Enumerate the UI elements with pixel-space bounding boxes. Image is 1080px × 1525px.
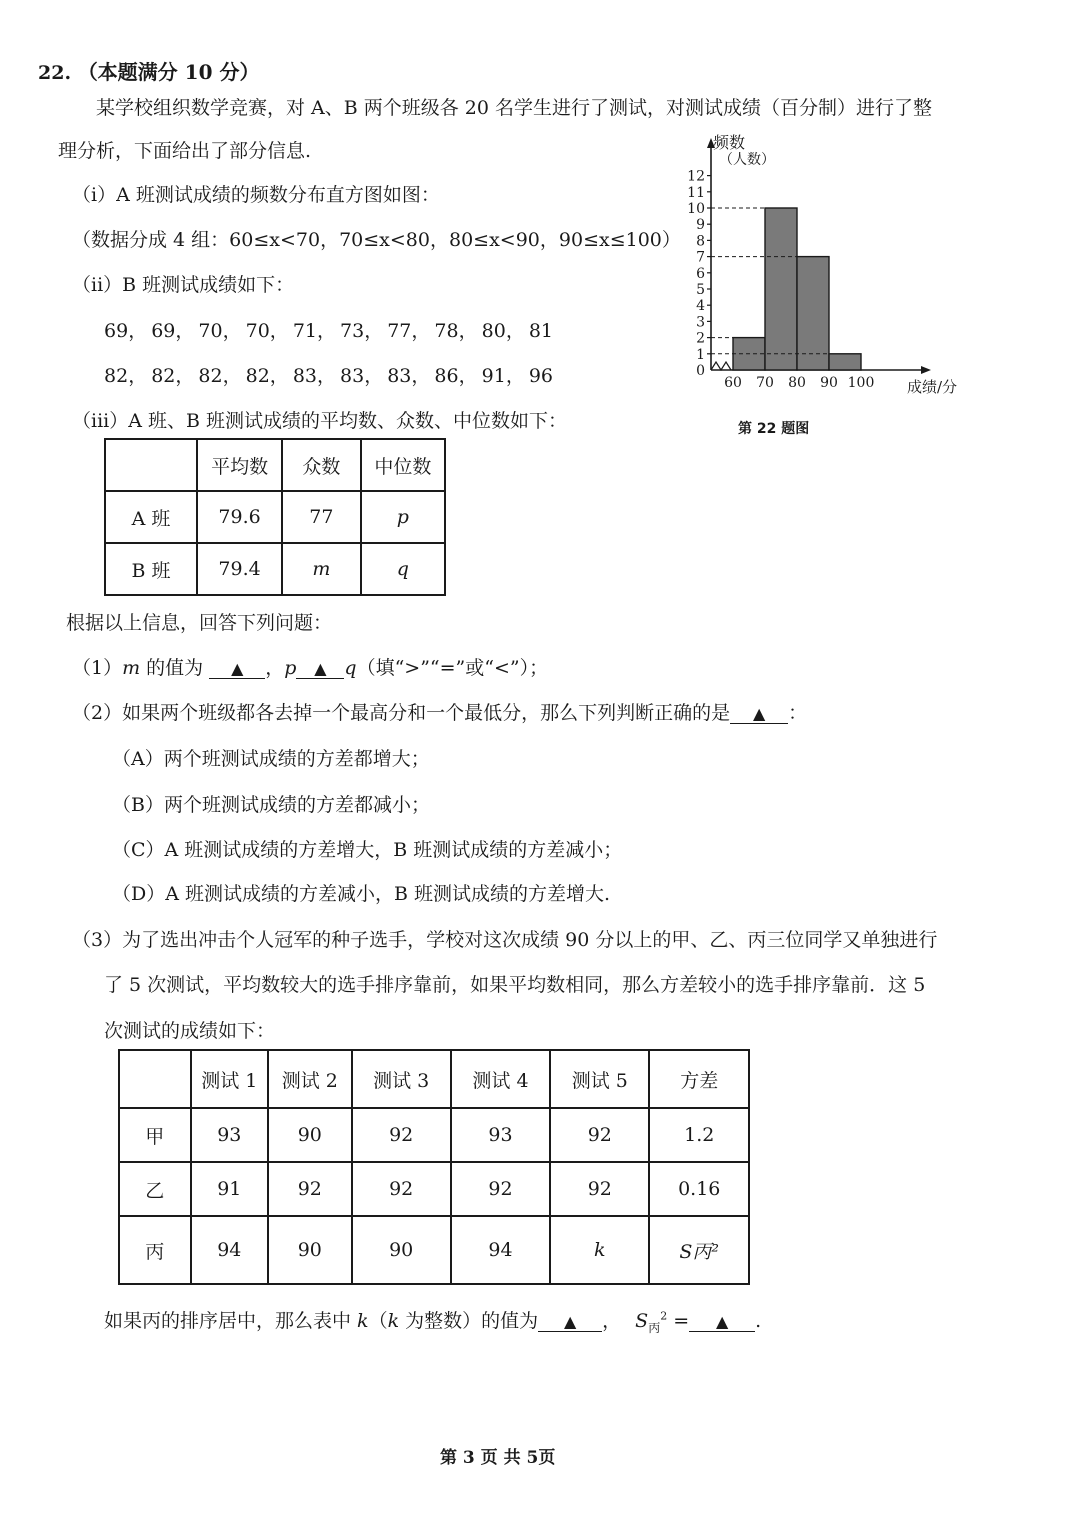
b-score: 82 <box>245 365 270 387</box>
b-score: 96 <box>528 365 554 387</box>
q3-line-3: 次测试的成绩如下： <box>104 1020 276 1042</box>
question-prompt: 根据以上信息，回答下列问题： <box>66 612 333 634</box>
histogram-bar <box>829 354 861 370</box>
stats-header-mean: 平均数 <box>197 439 282 491</box>
b-score: 70 <box>245 320 270 342</box>
s-sub: 丙 <box>648 1320 661 1335</box>
answer-triangle-icon: ▲ <box>563 1312 577 1331</box>
b-score: 70 <box>198 320 223 342</box>
q2-option-d: （D）A 班测试成绩的方差减小，B 班测试成绩的方差增大. <box>112 883 611 905</box>
scores-header-test-2: 测试 2 <box>268 1050 351 1108</box>
y-tick-label: 5 <box>696 282 705 298</box>
intro-line-1: 某学校组织数学竞赛，对 A、B 两个班级各 20 名学生进行了测试，对测试成绩（百分制）进行了整 <box>96 97 933 119</box>
score-separator: ， <box>269 365 289 387</box>
q2-option-c: （C）A 班测试成绩的方差增大，B 班测试成绩的方差减小； <box>112 839 623 861</box>
q3-final <box>104 1306 761 1336</box>
x-tick-label: 70 <box>756 375 774 391</box>
question-number <box>38 56 259 85</box>
scores-cell: 90 <box>268 1216 351 1284</box>
score-separator: ， <box>505 320 525 342</box>
q1-blank-m[interactable] <box>209 659 265 679</box>
histogram-bar <box>797 257 829 370</box>
y-tick-label: 12 <box>687 168 705 185</box>
scores-row-label: 丙 <box>119 1216 191 1284</box>
info-3: （iii）A 班、B 班测试成绩的平均数、众数、中位数如下： <box>72 410 567 432</box>
b-score: 71 <box>292 320 317 342</box>
q2-option-a: （A）两个班测试成绩的方差都增大； <box>112 748 430 770</box>
q3-end: . <box>755 1310 762 1332</box>
stats-cell: m <box>282 543 361 595</box>
scores-cell: k <box>550 1216 649 1284</box>
stats-header-empty <box>105 439 197 491</box>
q3-final-text3: 为整数）的值为 <box>399 1310 539 1332</box>
q1-prefix: （1） <box>72 657 123 679</box>
info-2: （ii）B 班测试成绩如下： <box>72 274 295 296</box>
q2-text: （2）如果两个班级都各去掉一个最高分和一个最低分，那么下列判断正确的是 <box>72 702 731 724</box>
scores-cell: 92 <box>268 1162 351 1216</box>
s-bing-squared <box>635 1309 668 1335</box>
score-separator: ， <box>128 365 148 387</box>
scores-cell: 1.2 <box>649 1108 749 1162</box>
q3-blank-k[interactable] <box>538 1312 602 1332</box>
stats-cell: 79.4 <box>197 543 282 595</box>
b-score: 69 <box>151 320 176 342</box>
b-scores-row-1 <box>104 316 553 343</box>
s-sup: 2 <box>660 1309 668 1323</box>
q2-option-b: （B）两个班测试成绩的方差都减小； <box>112 794 430 816</box>
b-score: 83 <box>387 365 412 387</box>
y-tick-label: 3 <box>696 314 705 331</box>
x-axis-arrow-icon <box>921 366 931 374</box>
info-1-groups: （数据分成 4 组：60≤x<70，70≤x<80，80≤x<90，90≤x≤100） <box>72 229 681 251</box>
q3-final-sep: ， <box>602 1310 622 1332</box>
y-axis-label-sub: （人数） <box>719 152 775 168</box>
scores-cell: 93 <box>191 1108 269 1162</box>
score-separator: ， <box>458 320 478 342</box>
y-tick-label: 0 <box>696 363 705 379</box>
y-tick-label: 7 <box>696 249 705 266</box>
y-tick-label: 11 <box>687 184 705 201</box>
scores-header-empty <box>119 1050 191 1108</box>
info-1: （i）A 班测试成绩的频数分布直方图如图： <box>72 184 440 206</box>
histogram-bar <box>765 208 797 370</box>
stats-cell: 77 <box>282 491 361 543</box>
q3-final-text1: 如果丙的排序居中，那么表中 <box>104 1310 358 1332</box>
score-separator: ， <box>175 320 195 342</box>
scores-header-test-4: 测试 4 <box>451 1050 550 1108</box>
q2-blank[interactable] <box>730 704 788 724</box>
answer-triangle-icon: ▲ <box>314 659 327 678</box>
x-tick-label: 80 <box>788 375 806 391</box>
b-score: 83 <box>340 365 365 387</box>
scores-header-test-1: 测试 1 <box>191 1050 269 1108</box>
b-score: 69 <box>104 320 129 342</box>
scores-cell: 90 <box>352 1216 451 1284</box>
b-score: 81 <box>528 320 554 342</box>
score-separator: ， <box>411 365 431 387</box>
scores-header-test-5: 测试 5 <box>550 1050 649 1108</box>
q3-k: k <box>357 1310 369 1332</box>
score-separator: ， <box>269 320 289 342</box>
figure-caption: 第 22 题图 <box>738 421 810 437</box>
score-separator: ， <box>317 320 337 342</box>
score-separator: ， <box>411 320 431 342</box>
q1-p: p <box>284 657 297 679</box>
x-tick-label: 60 <box>724 375 742 391</box>
q1-blank-compare[interactable] <box>296 659 344 679</box>
scores-cell: 92 <box>550 1162 649 1216</box>
stats-header-median: 中位数 <box>361 439 445 491</box>
b-scores-row-2 <box>104 361 553 388</box>
q1-m: m <box>122 657 141 679</box>
scores-cell: 90 <box>268 1108 351 1162</box>
b-score: 83 <box>292 365 317 387</box>
stats-table <box>104 438 446 596</box>
q3-line-2: 了 5 次测试，平均数较大的选手排序靠前，如果平均数相同，那么方差较小的选手排序靠前．这 5 <box>104 974 926 996</box>
q1-q: q <box>344 657 357 679</box>
axis-break-icon <box>711 362 731 370</box>
s-label: S <box>635 1310 649 1332</box>
q1 <box>72 653 548 680</box>
b-score: 86 <box>434 365 459 387</box>
y-tick-label: 6 <box>696 265 705 282</box>
scores-cell: 94 <box>451 1216 550 1284</box>
stats-row-label: A 班 <box>105 491 197 543</box>
b-score: 80 <box>481 320 506 342</box>
question-number-text: 22. <box>38 62 72 84</box>
scores-table <box>118 1049 750 1285</box>
question-score: （本题满分 10 分） <box>77 60 260 84</box>
scores-cell: 0.16 <box>649 1162 749 1216</box>
scores-cell: 92 <box>352 1108 451 1162</box>
stats-cell: p <box>361 491 445 543</box>
q1-sep: ， <box>265 657 285 679</box>
b-score: 82 <box>151 365 176 387</box>
q1-text1: 的值为 <box>140 657 210 679</box>
y-axis-label: 频数 <box>713 133 746 152</box>
stats-cell: q <box>361 543 445 595</box>
q3-k: k <box>387 1310 400 1332</box>
y-tick-label: 1 <box>696 346 705 363</box>
scores-cell: 91 <box>191 1162 269 1216</box>
intro-line-2: 理分析，下面给出了部分信息. <box>58 140 312 162</box>
scores-cell: 93 <box>451 1108 550 1162</box>
y-tick-label: 8 <box>696 233 705 250</box>
q3-line-1: （3）为了选出冲击个人冠军的种子选手，学校对这次成绩 90 分以上的甲、乙、丙三位同学又单独进行 <box>72 929 938 951</box>
scores-header-test-3: 测试 3 <box>352 1050 451 1108</box>
q1-text2: （填“>”“=”或“<”）； <box>356 657 549 679</box>
score-separator: ， <box>458 365 478 387</box>
stats-cell: 79.6 <box>197 491 282 543</box>
x-tick-label: 90 <box>820 375 838 391</box>
score-separator: ， <box>175 365 195 387</box>
score-separator: ， <box>364 365 384 387</box>
b-score: 73 <box>340 320 365 342</box>
scores-row-label: 乙 <box>119 1162 191 1216</box>
scores-cell: 92 <box>550 1108 649 1162</box>
b-score: 82 <box>198 365 223 387</box>
stats-row-label: B 班 <box>105 543 197 595</box>
scores-cell: 92 <box>352 1162 451 1216</box>
q2 <box>72 698 807 725</box>
score-separator: ， <box>505 365 525 387</box>
score-separator: ， <box>222 320 242 342</box>
scores-cell: 94 <box>191 1216 269 1284</box>
stats-header-mode: 众数 <box>282 439 361 491</box>
answer-triangle-icon: ▲ <box>231 659 244 678</box>
x-axis-label: 成绩/分 <box>907 378 958 396</box>
b-score: 77 <box>387 320 412 342</box>
y-tick-label: 10 <box>687 201 705 217</box>
score-separator: ， <box>317 365 337 387</box>
page-footer: 第 3 页 共 5页 <box>440 1448 556 1468</box>
y-tick-label: 4 <box>696 298 705 315</box>
x-tick-label: 100 <box>847 375 875 391</box>
q3-eq: = <box>667 1310 690 1332</box>
q2-end: ： <box>788 702 808 724</box>
answer-triangle-icon: ▲ <box>752 704 766 723</box>
score-separator: ， <box>222 365 242 387</box>
b-score: 82 <box>104 365 129 387</box>
q3-final-text2: （ <box>368 1310 388 1332</box>
y-tick-label: 9 <box>696 217 705 234</box>
y-tick-label: 2 <box>696 330 705 347</box>
score-separator: ， <box>128 320 148 342</box>
q3-blank-variance[interactable] <box>689 1312 755 1332</box>
scores-cell: S丙² <box>649 1216 749 1284</box>
scores-cell: 92 <box>451 1162 550 1216</box>
answer-triangle-icon: ▲ <box>716 1312 729 1331</box>
histogram-chart <box>665 130 985 430</box>
b-score: 91 <box>481 365 506 387</box>
scores-row-label: 甲 <box>119 1108 191 1162</box>
b-score: 78 <box>434 320 459 342</box>
score-separator: ， <box>364 320 384 342</box>
scores-header-variance: 方差 <box>649 1050 749 1108</box>
